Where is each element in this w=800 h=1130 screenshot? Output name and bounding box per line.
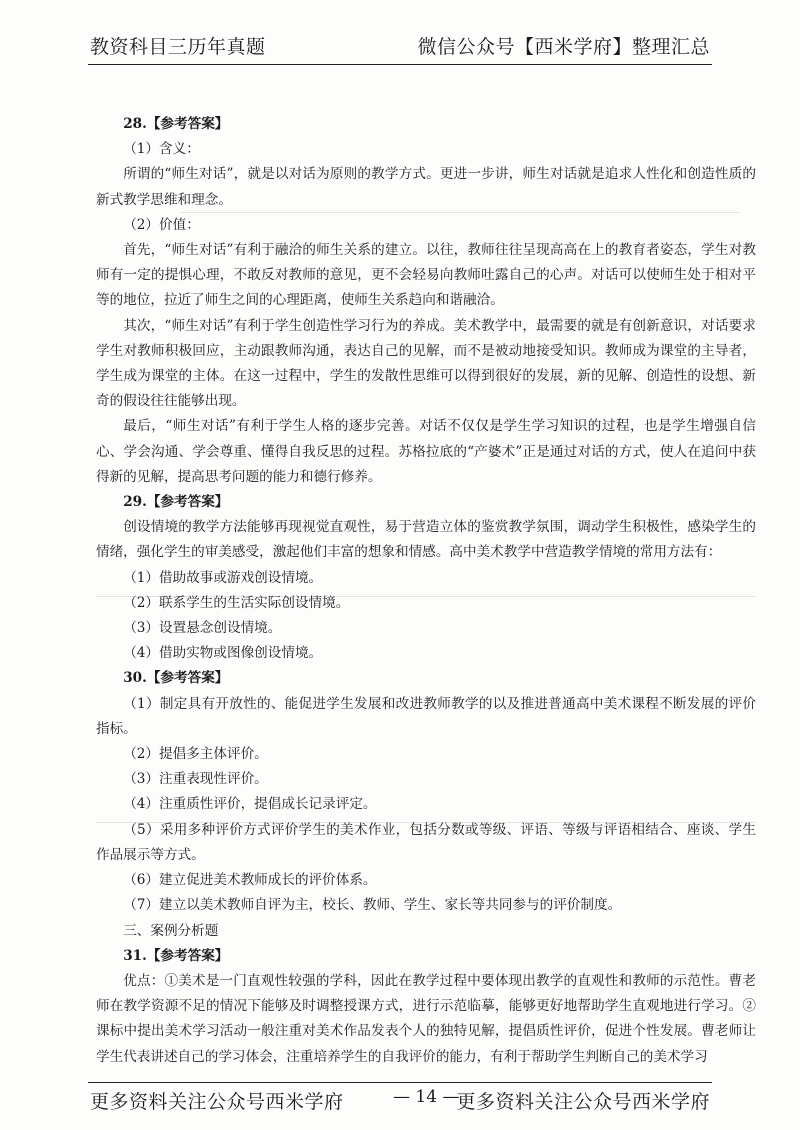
answer-heading: 31.【参考答案】	[123, 947, 229, 964]
footer-right-note: 更多资料关注公众号西米学府	[456, 1091, 710, 1113]
list-item: （1）借助故事或游戏创设情境。	[123, 569, 323, 586]
body-paragraph: 所谓的“师生对话”，就是以对话为原则的教学方式。更进一步讲，师生对话就是追求人性化和创造性质的新式教学思维和理念。	[96, 166, 756, 208]
list-item: （2）联系学生的生活实际创设情境。	[123, 594, 350, 611]
header-right-title: 微信公众号【西米学府】整理汇总	[417, 36, 710, 58]
answer-heading: 28.【参考答案】	[123, 116, 229, 132]
subheading: （1）含义：	[123, 141, 200, 158]
body-paragraph: 创设情境的教学方法能够再现视觉直观性，易于营造立体的鉴赏教学氛围，调动学生积极性，感染学生的情绪，强化学生的审美感受，激起他们丰富的想象和情感。高中美术教学中营造教学情境的常用方法有：	[96, 519, 756, 561]
body-paragraph: 最后，“师生对话”有利于学生人格的逐步完善。对话不仅仅是学生学习知识的过程，也是学生增强自信心、学会沟通、学会尊重、懂得自我反思的过程。苏格拉底的“产婆术”正是通过对话的方式，使人在追问中获得新的见解，提高思考问题的能力和德行修养。	[96, 418, 756, 485]
header-left-title: 教资科目三历年真题	[90, 36, 266, 58]
body-paragraph: 其次，“师生对话”有利于学生创造性学习行为的养成。美术教学中，最需要的就是有创新意识，对话要求学生对教师积极回应，主动跟教师沟通，表达自己的见解，而不是被动地接受知识。教师成为课堂的主导者，学生成为课堂的主体。在这一过程中，学生的发散性思维可以得到很好的发展，新的见解、创造性的设想、新奇的假设往往能够出现。	[96, 317, 756, 410]
answer-heading: 29.【参考答案】	[123, 494, 229, 511]
subheading: （2）价值：	[123, 216, 200, 233]
list-item: （7）建立以美术教师自评为主，校长、教师、学生、家长等共同参与的评价制度。	[123, 897, 622, 914]
list-item: （4）注重质性评价，提倡成长记录评定。	[123, 796, 377, 813]
answer-heading: 30.【参考答案】	[123, 670, 229, 687]
page-footer	[88, 1082, 712, 1115]
page-number: — 14 —	[393, 1087, 460, 1107]
body-paragraph: 首先，“师生对话”有利于融洽的师生关系的建立。以往，教师往往呈现高高在上的教育者姿态，学生对教师有一定的提惧心理，不敢反对教师的意见，更不会轻易向教师吐露自己的心声。对话可以使师生处于相对平等的地位，拉近了师生之间的心理距离，使师生关系趋向和谐融洽。	[96, 242, 756, 309]
footer-left-note: 更多资料关注公众号西米学府	[90, 1091, 344, 1113]
list-item: （2）提倡多主体评价。	[123, 746, 268, 763]
list-item: （1）制定具有开放性的、能促进学生发展和改进教师教学的以及推进普通高中美术课程不断发展的评价指标。	[96, 695, 756, 737]
section-heading: 三、案例分析题	[123, 922, 219, 939]
page-header	[88, 24, 712, 65]
list-item: （6）建立促进美术教师成长的评价体系。	[123, 872, 377, 889]
list-item: （5）采用多种评价方式评价学生的美术作业，包括分数或等级、评语、等级与评语相结合、座谈、学生作品展示等方式。	[96, 821, 756, 863]
list-item: （4）借助实物或图像创设情境。	[123, 645, 323, 662]
list-item: （3）设置悬念创设情境。	[123, 620, 282, 637]
list-item: （3）注重表现性评价。	[123, 771, 268, 788]
body-paragraph: 优点：①美术是一门直观性较强的学科，因此在教学过程中要体现出教学的直观性和教师的示范性。曹老师在教学资源不足的情况下能够及时调整授课方式，进行示范临摹，能够更好地帮助学生直观地进行学习。②课标中提出美术学习活动一般注重对美术作品发表个人的独特见解，提倡质性评价，促进个性发展。曹老师让学生代表讲述自己的学习体会，注重培养学生的自我评价的能力，有利于帮助学生判断自己的美术学习	[96, 972, 756, 1065]
answer-content	[96, 112, 756, 1070]
